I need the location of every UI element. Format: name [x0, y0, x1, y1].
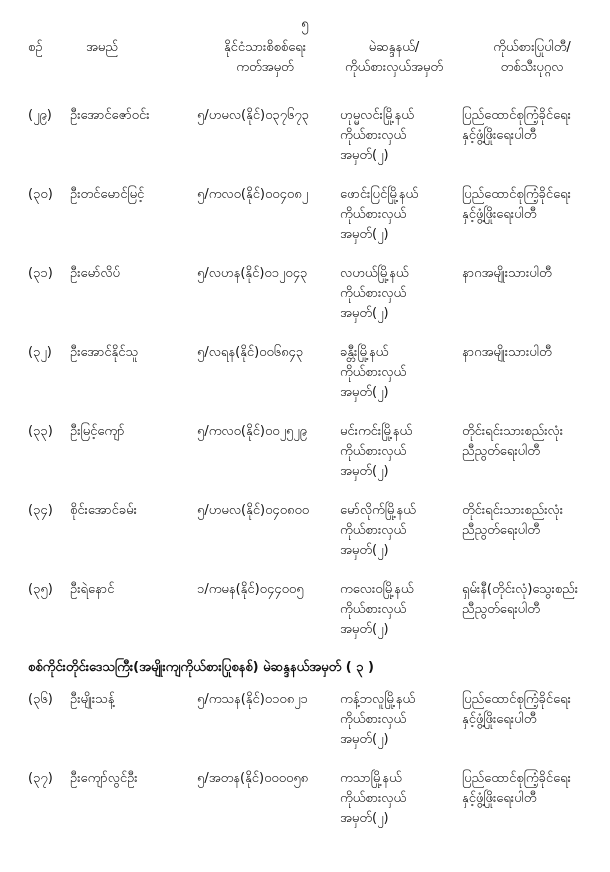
- row-number: (၃၃): [28, 424, 53, 439]
- header-constituency: [330, 38, 458, 78]
- constituency-line: ဖောင်းပြင်မြို့နယ်: [340, 187, 419, 202]
- nrc-number: ၅/လဟန(နိုင်)၀၁၂၀၄၃: [197, 266, 308, 281]
- party-line: နှင့်ဖွံ့ဖြိုးရေးပါတီ: [462, 207, 537, 222]
- party: [462, 690, 607, 730]
- constituency-line: ကိုယ်စားလှယ်: [340, 602, 407, 617]
- nrc-number: ၅/လရန(နိုင်)၀၀၆၈၄၃: [197, 345, 304, 360]
- party-line: ညီညွတ်ရေးပါတီ: [462, 523, 540, 538]
- party-line: နှင့်ဖွံ့ဖြိုးရေးပါတီ: [462, 128, 537, 143]
- constituency-line: အမှတ်(၂): [340, 622, 389, 637]
- party-line: ပြည်ထောင်စုကြံ့ခိုင်ရေး: [462, 108, 571, 123]
- party: [462, 343, 607, 363]
- constituency-line: ကိုယ်စားလှယ်: [340, 712, 407, 727]
- constituency: [340, 185, 458, 245]
- candidate-name: ဦးတင်မောင်မြင့်: [70, 187, 145, 202]
- nrc-number: ၅/ကလဝ(နိုင်)၀၀၄၀၈၂: [197, 187, 309, 202]
- row-number: (၃၀): [28, 187, 53, 202]
- candidate-name: ဦးအောင်ဇော်ဝင်း: [70, 108, 150, 123]
- party: [462, 769, 607, 809]
- constituency: [340, 769, 458, 829]
- constituency-line: ကိုယ်စားလှယ်: [340, 128, 407, 143]
- nrc-number: ၅/အတန(နိုင်)၀၀၀၀၅၈: [197, 771, 309, 786]
- page-number: ၅: [301, 16, 309, 32]
- header-constituency-line1: မဲဆန္ဒနယ်/: [368, 40, 420, 55]
- constituency: [340, 106, 458, 166]
- constituency-line: အမှတ်(၂): [340, 148, 389, 163]
- section-title: စစ်ကိုင်းတိုင်းဒေသကြီး(အမျိုးကျကိုယ်စားပြုစနစ်) မဲဆန္ဒနယ်အမှတ် ( ၃ ): [28, 660, 374, 675]
- party-line: ပြည်ထောင်စုကြံ့ခိုင်ရေး: [462, 771, 571, 786]
- constituency-line: ကိုယ်စားလှယ်: [340, 365, 407, 380]
- constituency-line: အမှတ်(၂): [340, 227, 389, 242]
- constituency-line: ခန္တီးမြို့နယ်: [340, 345, 389, 360]
- header-party-line1: ကိုယ်စားပြုပါတီ/: [493, 40, 571, 55]
- constituency-line: လဟယ်မြို့နယ်: [340, 266, 409, 281]
- party-line: ညီညွတ်ရေးပါတီ: [462, 444, 540, 459]
- constituency: [340, 690, 458, 750]
- constituency: [340, 580, 458, 640]
- header-nrc: [200, 38, 330, 78]
- party-line: ညီညွတ်ရေးပါတီ: [462, 602, 540, 617]
- constituency-line: အမှတ်(၂): [340, 543, 389, 558]
- constituency-line: ကလေးဝမြို့နယ်: [340, 582, 414, 597]
- constituency-line: ကသာမြို့နယ်: [340, 771, 402, 786]
- party-line: ပြည်ထောင်စုကြံ့ခိုင်ရေး: [462, 692, 571, 707]
- header-constituency-line2: ကိုယ်စားလှယ်အမှတ်: [344, 60, 444, 75]
- party-line: နှင့်ဖွံ့ဖြိုးရေးပါတီ: [462, 791, 537, 806]
- constituency-line: ကိုယ်စားလှယ်: [340, 523, 407, 538]
- header-party-line2: တစ်သီးပုဂ္ဂလ: [500, 60, 564, 75]
- party-line: ရှမ်းနီ(တိုင်းလုံ)သွေးစည်း: [462, 582, 579, 597]
- constituency-line: အမှတ်(၂): [340, 811, 389, 826]
- constituency-line: အမှတ်(၂): [340, 306, 389, 321]
- party: [462, 422, 607, 462]
- party: [462, 106, 607, 146]
- row-number: (၂၉): [28, 108, 52, 123]
- table-header: [0, 38, 610, 88]
- nrc-number: ၅/ဟမလ(နိုင်)၀၄၀၈၀၀: [197, 503, 310, 518]
- table-row: [0, 769, 610, 841]
- row-number: (၃၂): [28, 345, 52, 360]
- table-row: [0, 501, 610, 573]
- candidate-name: ဦးကျော်လွင်ဦး: [70, 771, 138, 786]
- party-line: တိုင်းရင်းသားစည်းလုံး: [462, 503, 564, 518]
- constituency-line: ကိုယ်စားလှယ်: [340, 444, 407, 459]
- constituency-line: ကိုယ်စားလှယ်: [340, 286, 407, 301]
- table-row: [0, 106, 610, 178]
- header-name: အမည်: [86, 40, 118, 55]
- table-row: [0, 422, 610, 494]
- header-no: စဉ်: [28, 40, 43, 55]
- constituency: [340, 264, 458, 324]
- constituency-line: အမှတ်(၂): [340, 732, 389, 747]
- constituency-line: ကိုယ်စားလှယ်: [340, 791, 407, 806]
- table-row: [0, 690, 610, 762]
- header-party: [462, 38, 602, 78]
- party-line: တိုင်းရင်းသားစည်းလုံး: [462, 424, 564, 439]
- constituency-line: မင်းကင်းမြို့နယ်: [340, 424, 413, 439]
- constituency-line: မော်လိုက်မြို့နယ်: [340, 503, 416, 518]
- party-line: နာဂအမျိုးသားပါတီ: [462, 266, 552, 281]
- row-number: (၃၇): [28, 771, 53, 786]
- candidate-name: ဦးမော်လိပ်: [70, 266, 120, 281]
- party-line: နှင့်ဖွံ့ဖြိုးရေးပါတီ: [462, 712, 537, 727]
- table-row: [0, 264, 610, 336]
- constituency: [340, 501, 458, 561]
- nrc-number: ၅/ကလဝ(နိုင်)၀၀၂၅၂၉: [197, 424, 307, 439]
- nrc-number: ၅/ကသန(နိုင်)၀၁၀၈၂၁: [197, 692, 308, 707]
- table-row: [0, 343, 610, 415]
- row-number: (၃၁): [28, 266, 53, 281]
- table-row: [0, 580, 610, 652]
- candidate-name: ဦးမြင့်ကျော်: [70, 424, 125, 439]
- party: [462, 580, 607, 620]
- row-number: (၃၆): [28, 692, 53, 707]
- constituency: [340, 422, 458, 482]
- candidate-name: စိုင်းအောင်ခမ်း: [70, 503, 137, 518]
- constituency-line: ဟုမ္မလင်းမြို့နယ်: [340, 108, 414, 123]
- nrc-number: ၁/ကမန(နိုင်)၀၄၄၀၀၅: [197, 582, 304, 597]
- constituency-line: ကိုယ်စားလှယ်: [340, 207, 407, 222]
- row-number: (၃၅): [28, 582, 53, 597]
- constituency: [340, 343, 458, 403]
- party: [462, 501, 607, 541]
- table-row: [0, 185, 610, 257]
- header-nrc-line2: ကတ်အမှတ်: [236, 60, 294, 75]
- party: [462, 264, 607, 284]
- candidate-name: ဦးရဲနောင်: [70, 582, 115, 597]
- nrc-number: ၅/ဟမလ(နိုင်)၀၃၇၆၇၃: [197, 108, 309, 123]
- party: [462, 185, 607, 225]
- candidate-name: ဦးမျိုးသန့်: [70, 692, 115, 707]
- constituency-line: ကန့်ဘလူမြို့နယ်: [340, 692, 416, 707]
- party-line: ပြည်ထောင်စုကြံ့ခိုင်ရေး: [462, 187, 571, 202]
- row-number: (၃၄): [28, 503, 53, 518]
- constituency-line: အမှတ်(၂): [340, 385, 389, 400]
- constituency-line: အမှတ်(၂): [340, 464, 389, 479]
- candidate-name: ဦးအောင်နိုင်သူ: [70, 345, 139, 360]
- party-line: နာဂအမျိုးသားပါတီ: [462, 345, 552, 360]
- header-nrc-line1: နိုင်ငံသားစိစစ်ရေး: [223, 40, 307, 55]
